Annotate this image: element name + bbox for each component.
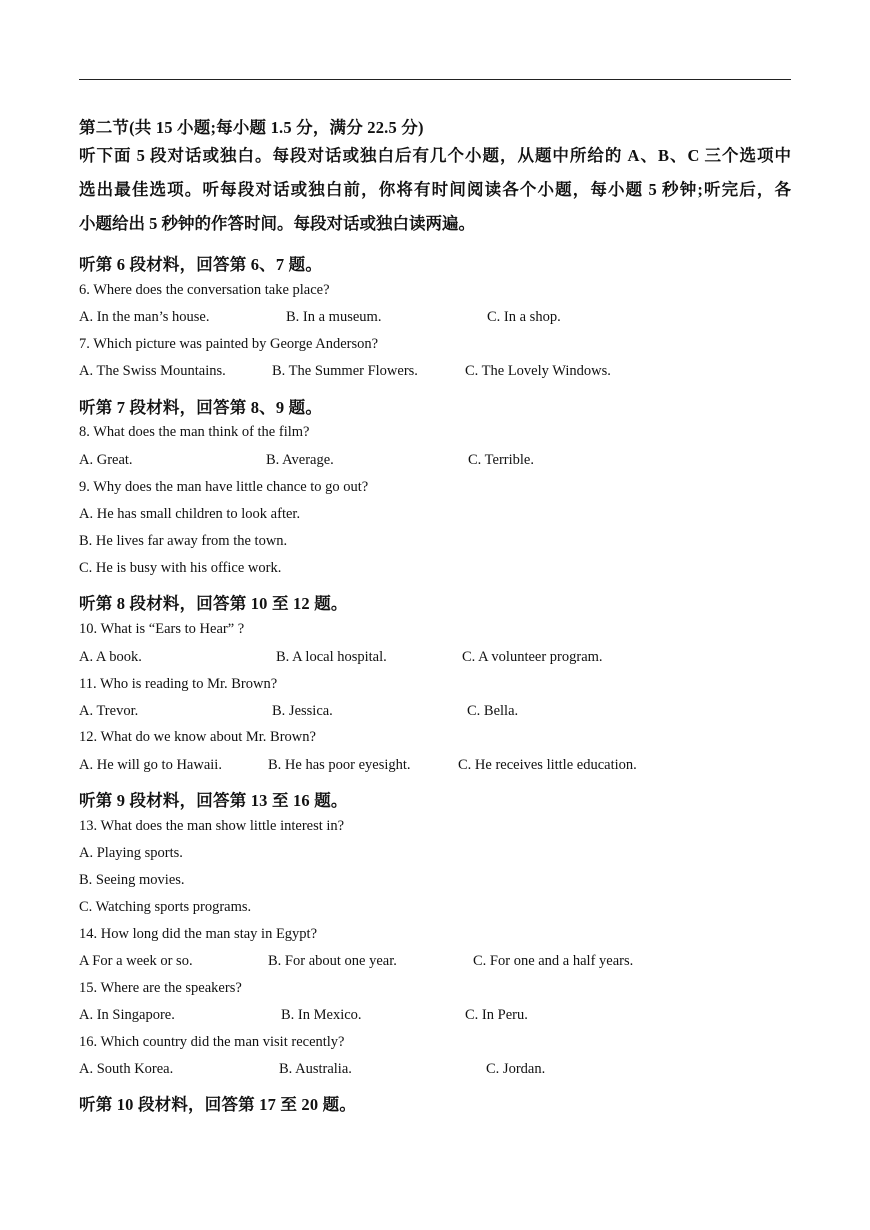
question-15-option-c: C. In Peru. bbox=[465, 1007, 528, 1023]
question-7: 7. Which picture was painted by George Anderson? bbox=[79, 336, 379, 352]
question-11-option-a: A. Trevor. bbox=[79, 703, 139, 719]
group-heading-10: 听第 10 段材料，回答第 17 至 20 题。 bbox=[79, 1095, 357, 1114]
question-15-option-a: A. In Singapore. bbox=[79, 1007, 175, 1023]
question-13: 13. What does the man show little interest in? bbox=[79, 818, 345, 834]
question-14-option-b: B. For about one year. bbox=[268, 953, 397, 969]
question-12-option-c: C. He receives little education. bbox=[458, 757, 637, 773]
group-heading-6: 听第 6 段材料，回答第 6、7 题。 bbox=[79, 255, 323, 274]
question-15-option-b: B. In Mexico. bbox=[281, 1007, 362, 1023]
group-heading-8: 听第 8 段材料，回答第 10 至 12 题。 bbox=[79, 594, 348, 613]
question-7-option-b: B. The Summer Flowers. bbox=[272, 363, 418, 379]
group-heading-9: 听第 9 段材料，回答第 13 至 16 题。 bbox=[79, 791, 348, 810]
group-heading-7: 听第 7 段材料，回答第 8、9 题。 bbox=[79, 398, 323, 417]
question-6-option-a: A. In the man’s house. bbox=[79, 309, 210, 325]
question-16-option-c: C. Jordan. bbox=[486, 1061, 546, 1077]
question-13-option-c: C. Watching sports programs. bbox=[79, 899, 252, 915]
question-16: 16. Which country did the man visit recently? bbox=[79, 1034, 345, 1050]
question-14: 14. How long did the man stay in Egypt? bbox=[79, 926, 318, 942]
question-7-option-c: C. The Lovely Windows. bbox=[465, 363, 611, 379]
question-12-option-b: B. He has poor eyesight. bbox=[268, 757, 411, 773]
instruction-line-2: 选出最佳选项。听每段对话或独白前，你将有时间阅读各个小题，每小题 5 秒钟;听完后，各 bbox=[79, 180, 791, 199]
question-11: 11. Who is reading to Mr. Brown? bbox=[79, 676, 278, 692]
question-11-option-c: C. Bella. bbox=[467, 703, 519, 719]
question-10-option-b: B. A local hospital. bbox=[276, 649, 387, 665]
question-14-option-c: C. For one and a half years. bbox=[473, 953, 634, 969]
instruction-line-3: 小题给出 5 秒钟的作答时间。每段对话或独白读两遍。 bbox=[79, 214, 475, 233]
instruction-line-1: 听下面 5 段对话或独白。每段对话或独白后有几个小题，从题中所给的 A、B、C 三个选项中 bbox=[79, 146, 791, 165]
question-16-option-a: A. South Korea. bbox=[79, 1061, 174, 1077]
question-13-option-b: B. Seeing movies. bbox=[79, 872, 185, 888]
question-8: 8. What does the man think of the film? bbox=[79, 424, 310, 440]
question-9: 9. Why does the man have little chance to go out? bbox=[79, 479, 369, 495]
question-15: 15. Where are the speakers? bbox=[79, 980, 242, 996]
question-14-option-a: A For a week or so. bbox=[79, 953, 193, 969]
question-6: 6. Where does the conversation take place? bbox=[79, 282, 330, 298]
question-10-option-a: A. A book. bbox=[79, 649, 142, 665]
section-header: 第二节(共 15 小题;每小题 1.5 分，满分 22.5 分) bbox=[79, 118, 424, 137]
question-9-option-a: A. He has small children to look after. bbox=[79, 506, 301, 522]
question-8-option-c: C. Terrible. bbox=[468, 452, 534, 468]
question-12-option-a: A. He will go to Hawaii. bbox=[79, 757, 222, 773]
question-6-option-c: C. In a shop. bbox=[487, 309, 561, 325]
question-10-option-c: C. A volunteer program. bbox=[462, 649, 603, 665]
question-11-option-b: B. Jessica. bbox=[272, 703, 333, 719]
question-16-option-b: B. Australia. bbox=[279, 1061, 352, 1077]
question-6-option-b: B. In a museum. bbox=[286, 309, 382, 325]
question-12: 12. What do we know about Mr. Brown? bbox=[79, 729, 316, 745]
question-8-option-b: B. Average. bbox=[266, 452, 334, 468]
header-rule bbox=[79, 79, 791, 80]
question-13-option-a: A. Playing sports. bbox=[79, 845, 183, 861]
question-9-option-b: B. He lives far away from the town. bbox=[79, 533, 288, 549]
question-10: 10. What is “Ears to Hear” ? bbox=[79, 621, 245, 637]
question-8-option-a: A. Great. bbox=[79, 452, 133, 468]
question-7-option-a: A. The Swiss Mountains. bbox=[79, 363, 226, 379]
question-9-option-c: C. He is busy with his office work. bbox=[79, 560, 282, 576]
